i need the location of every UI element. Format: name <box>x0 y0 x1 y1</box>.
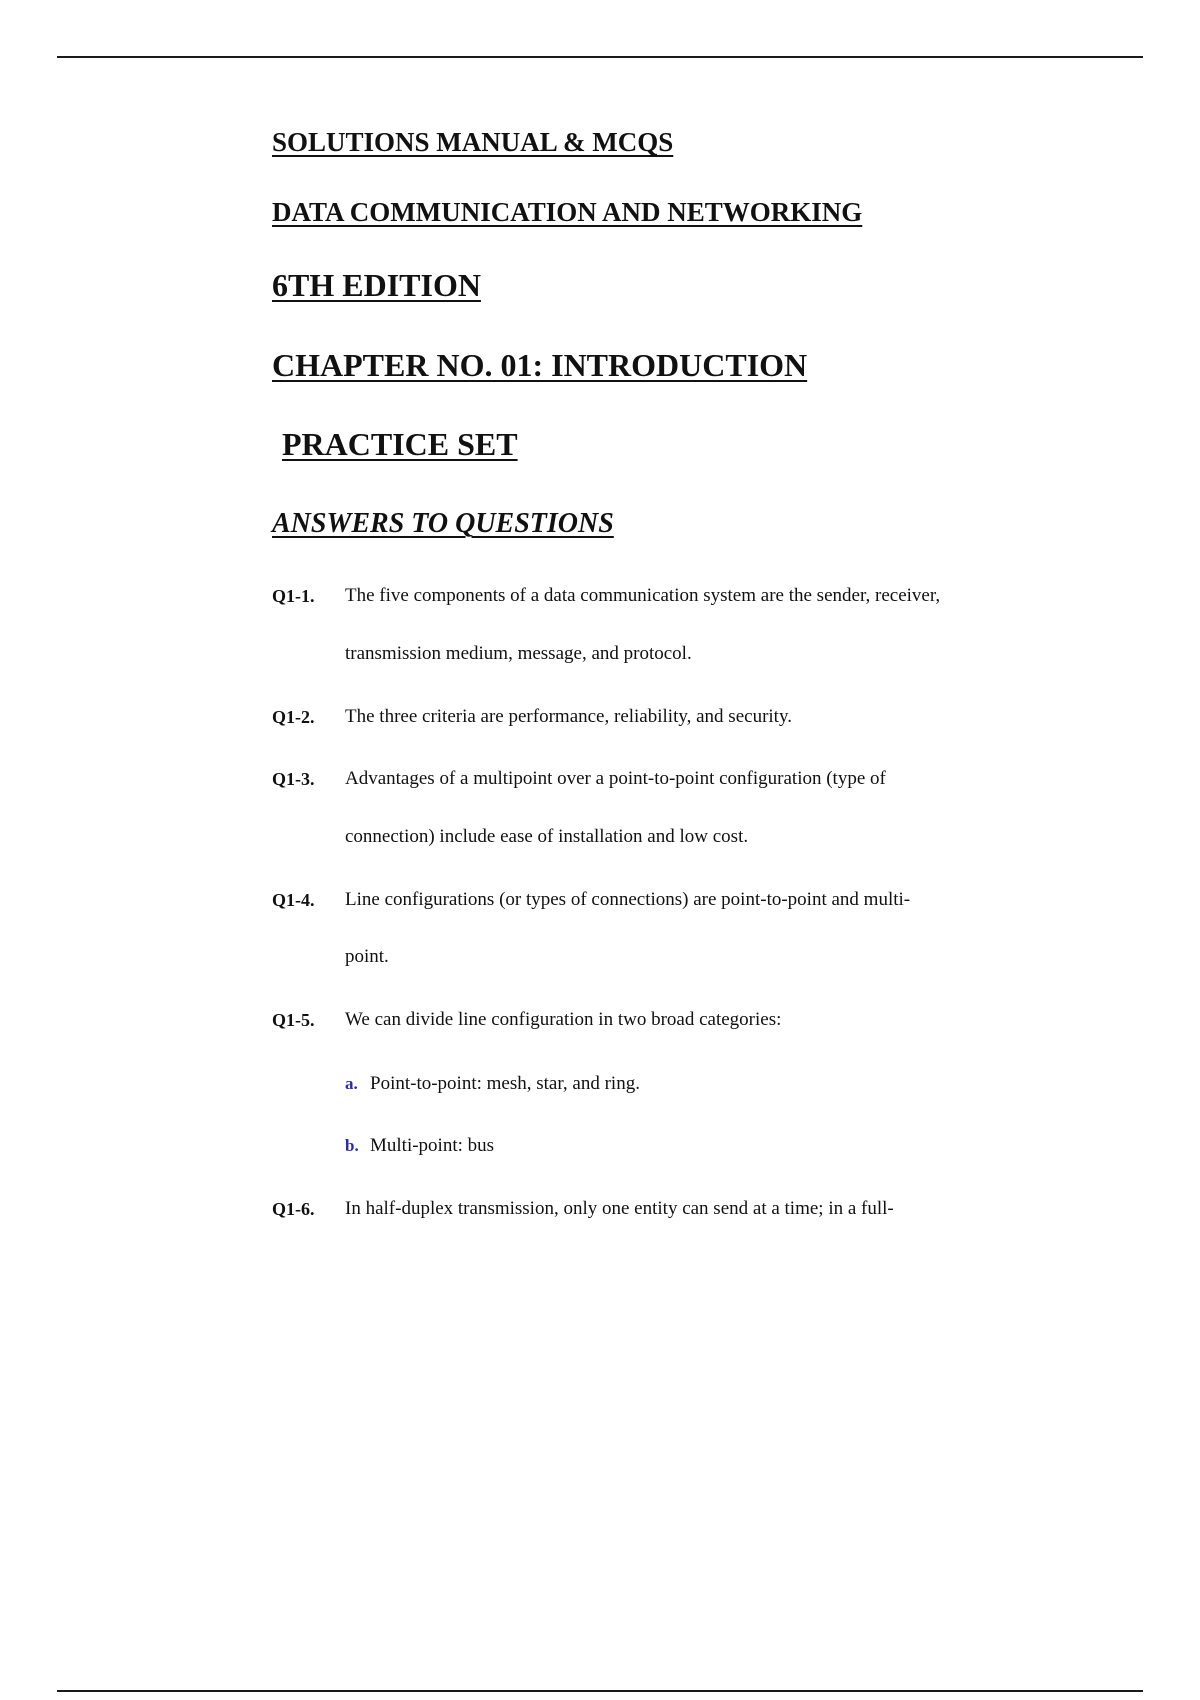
answer-line: connection) include ease of installation and low cost. <box>345 826 749 847</box>
answer-line: transmission medium, message, and protocol. <box>345 643 692 664</box>
answer-line: We can divide line configuration in two broad categories: <box>345 1009 782 1030</box>
question-label: Q1-4. <box>272 890 315 910</box>
answer-line: The five components of a data communication system are the sender, receiver, <box>345 585 941 606</box>
question-label: Q1-1. <box>272 586 315 606</box>
question-label: Q1-2. <box>272 707 315 727</box>
bottom-rule <box>57 1690 1143 1692</box>
answers-heading: ANSWERS TO QUESTIONS <box>272 508 614 539</box>
edition-title: 6TH EDITION <box>272 267 481 303</box>
manual-title: SOLUTIONS MANUAL & MCQS <box>272 127 674 157</box>
answer-line: Advantages of a multipoint over a point-to-point configuration (type of <box>345 768 886 789</box>
answer-line: point. <box>345 946 389 967</box>
answer-line: Line configurations (or types of connections) are point-to-point and multi- <box>345 889 911 910</box>
answer-line: In half-duplex transmission, only one entity can send at a time; in a full- <box>345 1198 894 1219</box>
list-item-text: Point-to-point: mesh, star, and ring. <box>370 1073 640 1094</box>
book-title: DATA COMMUNICATION AND NETWORKING <box>272 197 863 227</box>
list-item <box>345 1135 494 1157</box>
top-rule <box>57 56 1143 58</box>
question-label: Q1-3. <box>272 769 315 789</box>
list-item <box>345 1073 640 1095</box>
question-label: Q1-6. <box>272 1199 315 1219</box>
list-item-text: Multi-point: bus <box>370 1135 495 1156</box>
chapter-title: CHAPTER NO. 01: INTRODUCTION <box>272 347 808 383</box>
practice-set-heading: PRACTICE SET <box>282 426 518 462</box>
list-marker: a. <box>345 1074 358 1093</box>
question-label: Q1-5. <box>272 1010 315 1030</box>
list-marker: b. <box>345 1136 359 1155</box>
answer-line: The three criteria are performance, reliability, and security. <box>345 706 792 727</box>
